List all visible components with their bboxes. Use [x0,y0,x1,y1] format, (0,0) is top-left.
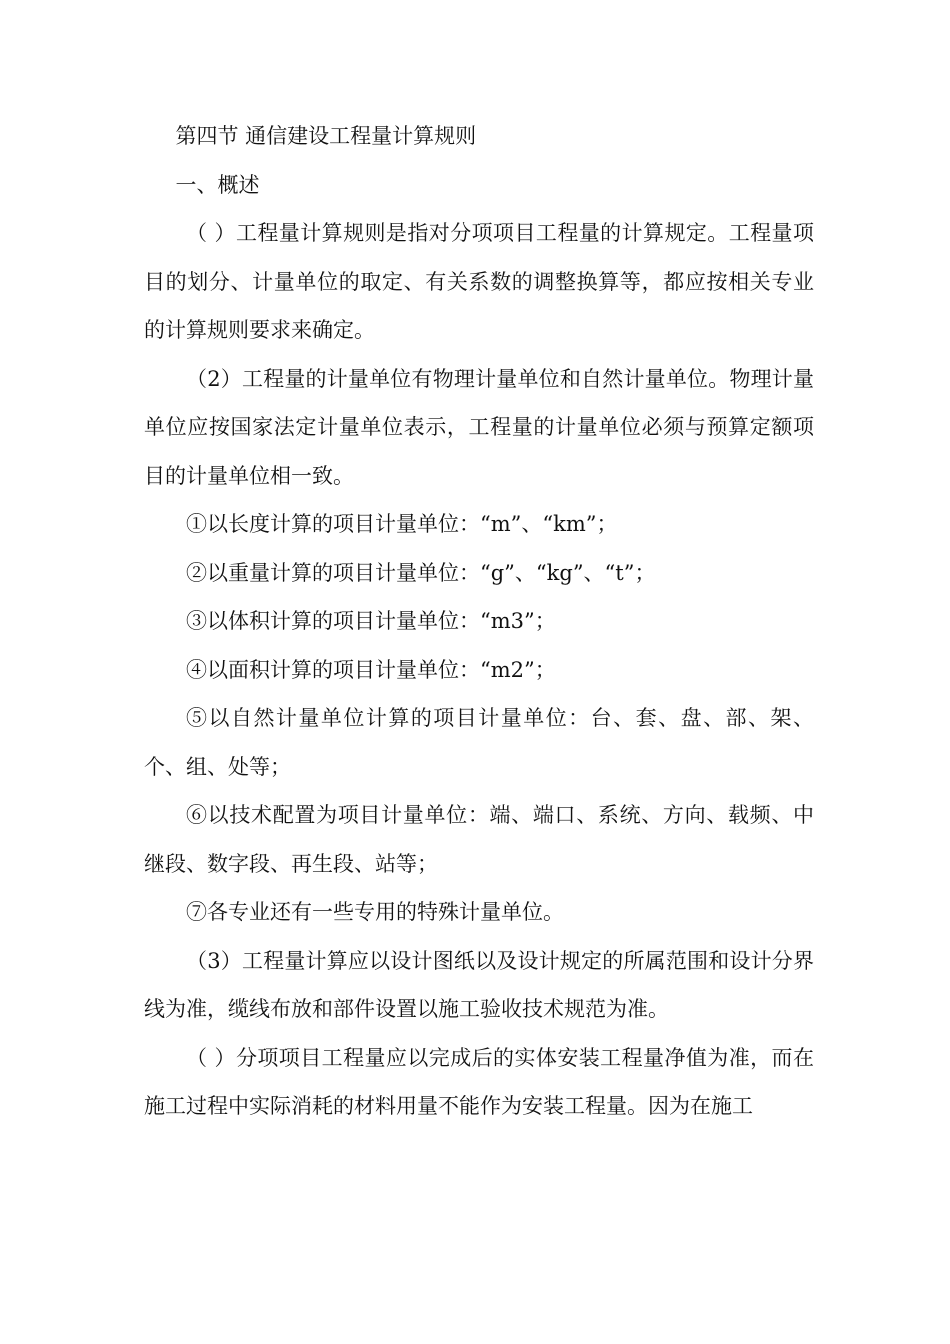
paragraph-rule-4: （ ）分项项目工程量应以完成后的实体安装工程量净值为准，而在施工过程中实际消耗的材料用量不能作为安装工程量。因为在施工 [144,1045,814,1118]
list-item-volume-unit: ③以体积计算的项目计量单位：“m3”； [186,609,556,633]
list-item-technical-unit: ⑥以技术配置为项目计量单位：端、端口、系统、方向、载频、中继段、数字段、再生段、站等； [144,803,814,876]
paragraph-rule-1: （ ）工程量计算规则是指对分项项目工程量的计算规定。工程量项目的划分、计量单位的取定、有关系数的调整换算等，都应按相关专业的计算规则要求来确定。 [144,221,814,342]
list-item-natural-unit: ⑤以自然计量单位计算的项目计量单位：台、套、盘、部、架、个、组、处等； [144,706,814,779]
list-item-weight-unit: ②以重量计算的项目计量单位：“g”、“kg”、“t”； [186,560,656,585]
section-title: 第四节 通信建设工程量计算规则 [175,124,477,148]
document-page [144,112,814,1131]
list-item-area-unit: ④以面积计算的项目计量单位：“m2”； [186,657,556,682]
subsection-title: 一、概述 [175,172,260,197]
list-item-length-unit: ①以长度计算的项目计量单位：“m”、“km”； [186,512,618,536]
paragraph-rule-3: （3）工程量计算应以设计图纸以及设计规定的所属范围和设计分界线为准，缆线布放和部件设置以施工验收技术规范为准。 [144,948,814,1021]
paragraph-rule-2: （2）工程量的计量单位有物理计量单位和自然计量单位。物理计量单位应按国家法定计量单位表示，工程量的计量单位必须与预算定额项目的计量单位相一致。 [144,366,814,488]
list-item-special-unit: ⑦各专业还有一些专用的特殊计量单位。 [186,900,564,924]
